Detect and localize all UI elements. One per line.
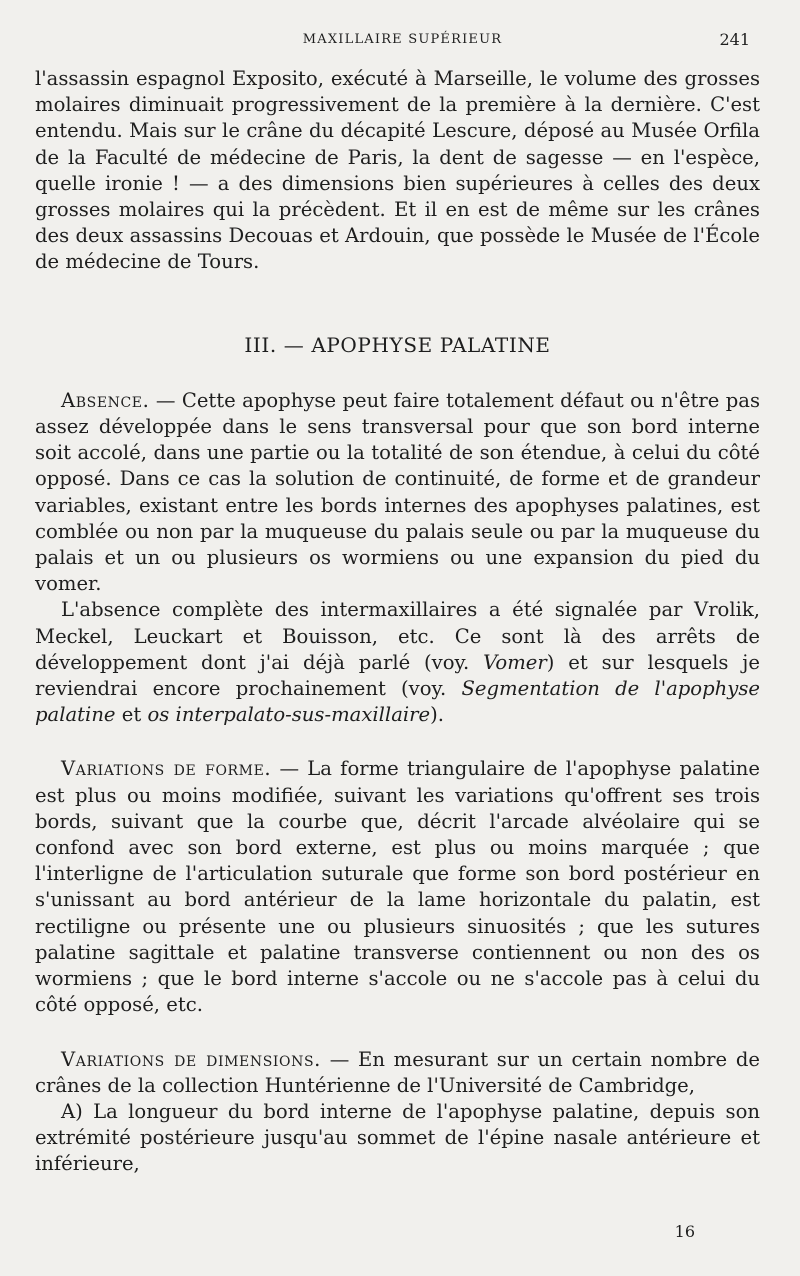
absence-p2-and: et xyxy=(115,703,148,727)
variations-forme-heading: Variations de forme. xyxy=(61,757,272,781)
body-text xyxy=(35,66,760,1178)
variations-dimensions-paragraph: Variations de dimensions. — En mesurant sur un certain nombre de crânes de la collection Huntérienne de l'Université de Cambridge, xyxy=(35,1047,760,1097)
absence-p2-start: L'absence complète des intermaxillaires a été signalée par Vrolik, Meckel, Leuckart et Bouisson, etc. Ce sont là des arrêts de développement dont j'ai déjà parlé (voy. xyxy=(35,598,760,674)
absence-p2-end: ). xyxy=(430,703,444,727)
running-head xyxy=(35,30,770,54)
absence-p2-italic-segmentation: Segmentation de l'apophyse palatine xyxy=(35,677,760,727)
item-a-paragraph: A) La longueur du bord interne de l'apophyse palatine, depuis son extrémité postérieure jusqu'au sommet de l'épine nasale antérieure et inférieure, xyxy=(35,1099,760,1176)
absence-heading: Absence. xyxy=(61,388,150,412)
variations-forme-text: La forme triangulaire de l'apophyse palatine est plus ou moins modifiée, suivant les variations qu'offrent ses trois bords, suivant que la courbe que, décrit l'arcade alvéolaire qui se confond avec son bord externe, est plus ou moins marquée ; que l'interligne de l'articulation suturale que forme son bord postérieur en s'unissant au bord antérieur de la lame horizontale du palatin, est rectiligne ou présente une ou plusieurs sinuosités ; que les sutures palatine sagittale et palatine transverse contiennent ou non des os wormiens ; que le bord interne s'accole ou ne s'accole pas à celui du côté opposé, etc. xyxy=(35,757,760,1017)
intro-paragraph: l'assassin espagnol Exposito, exécuté à Marseille, le volume des grosses molaires diminuait progressivement de la première à la dernière. C'est entendu. Mais sur le crâne du décapité Lescure, déposé au Musée Orfila de la Faculté de médecine de Paris, la dent de sagesse — en l'espèce, quelle ironie ! — a des dimensions bien supérieures à celles des deux grosses molaires qui la précèdent. Et il en est de même sur les crânes des deux assassins Decouas et Ardouin, que possède le Musée de l'École de médecine de Tours. xyxy=(35,67,760,274)
absence-p2-italic-vomer: Vomer xyxy=(483,650,547,674)
variations-dimensions-heading: Variations de dimensions. xyxy=(61,1047,321,1071)
absence-p2-italic-os: os interpalato-sus-maxillaire xyxy=(147,703,431,727)
variations-dimensions-text: En mesurant sur un certain nombre de crânes de la collection Huntérienne de l'Université de Cambridge, xyxy=(35,1047,760,1097)
absence-paragraph: Absence. — Cette apophyse peut faire totalement défaut ou n'être pas assez développée dans le sens transversal pour que son bord interne soit accolé, dans une partie ou la totalité de son étendue, à celui du côté opposé. Dans ce cas la solution de continuité, de forme et de grandeur variables, existant entre les bords internes des apophyses palatines, est comblée ou non par la muqueuse du palais seule ou par la muqueuse du palais et un ou plusieurs os wormiens ou une expansion du pied du vomer. xyxy=(35,388,760,596)
absence-text: Cette apophyse peut faire totalement défaut ou n'être pas assez développée dans le sens transversal pour que son bord interne soit accolé, dans une partie ou la totalité de son étendue, à celui du côté opposé. Dans ce cas la solution de continuité, de forme et de grandeur variables, existant entre les bords internes des apophyses palatines, est comblée ou non par la muqueuse du palais seule ou par la muqueuse du palais et un ou plusieurs os wormiens ou une expansion du pied du vomer. xyxy=(35,388,760,596)
page-number: 241 xyxy=(719,30,750,49)
variations-forme-paragraph: Variations de forme. — La forme triangulaire de l'apophyse palatine est plus ou moins modifiée, suivant les variations qu'offrent ses trois bords, suivant que la courbe que, décrit l'arcade alvéolaire qui se confond avec son bord externe, est plus ou moins marquée ; que l'interligne de l'articulation suturale que forme son bord postérieur en s'unissant au bord antérieur de la lame horizontale du palatin, est rectiligne ou présente une ou plusieurs sinuosités ; que les sutures palatine sagittale et palatine transverse contiennent ou non des os wormiens ; que le bord interne s'accole ou ne s'accole pas à celui du côté opposé, etc. xyxy=(35,757,760,1017)
absence-paragraph-2 xyxy=(35,597,760,728)
running-title: MAXILLAIRE SUPÉRIEUR xyxy=(302,32,503,47)
signature-mark: 16 xyxy=(674,1222,695,1241)
absence-p2-mid: ) et sur lesquels je reviendrai encore prochainement (voy. xyxy=(35,650,760,701)
section-title: III. — APOPHYSE PALATINE xyxy=(244,332,551,357)
